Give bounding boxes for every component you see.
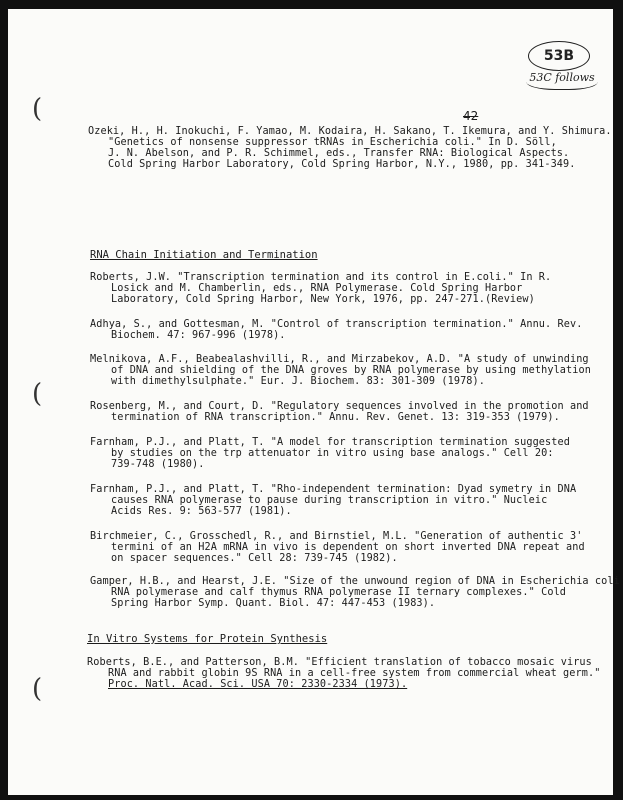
reference-line: "Genetics of nonsense suppressor tRNAs in Escherichia coli." In D. Söll, (108, 137, 557, 148)
section-heading: RNA Chain Initiation and Termination (90, 249, 318, 261)
reference-line: termination of RNA transcription." Annu. Rev. Genet. 13: 319-353 (1979). (111, 412, 560, 423)
reference-line: Laboratory, Cold Spring Harbor, New York, 1976, pp. 247-271.(Review) (111, 294, 535, 305)
reference-line: Biochem. 47: 967-996 (1978). (111, 330, 286, 341)
reference-line: Roberts, B.E., and Patterson, B.M. "Efficient translation of tobacco mosaic virus (87, 657, 592, 668)
reference-line: Melnikova, A.F., Beabealashvilli, R., and Mirzabekov, A.D. "A study of unwinding (90, 354, 589, 365)
punch-hole-mark: ( (32, 94, 43, 124)
reference-line: by studies on the trp attenuator in vitro using base analogs." Cell 20: (111, 448, 554, 459)
reference-line: RNA and rabbit globin 9S RNA in a cell-free system from commercial wheat germ." (108, 668, 601, 679)
reference-line: Acids Res. 9: 563-577 (1981). (111, 506, 292, 517)
reference-line: causes RNA polymerase to pause during transcription in vitro." Nucleic (111, 495, 548, 506)
reference-line: Cold Spring Harbor Laboratory, Cold Spring Harbor, N.Y., 1980, pp. 341-349. (108, 159, 576, 170)
reference-line: Ozeki, H., H. Inokuchi, F. Yamao, M. Kodaira, H. Sakano, T. Ikemura, and Y. Shimura. (88, 126, 612, 137)
reference-line: J. N. Abelson, and P. R. Schimmel, eds., Transfer RNA: Biological Aspects. (108, 148, 570, 159)
document-page (8, 9, 620, 795)
page-stamp: 53B (528, 41, 590, 71)
reference-line: of DNA and shielding of the DNA groves by RNA polymerase by using methylation (111, 365, 591, 376)
reference-line: termini of an H2A mRNA in vivo is dependent on short inverted DNA repeat and (111, 542, 585, 553)
reference-line: Farnham, P.J., and Platt, T. "Rho-independent termination: Dyad symetry in DNA (90, 484, 577, 495)
reference-line: Rosenberg, M., and Court, D. "Regulatory sequences involved in the promotion and (90, 401, 589, 412)
reference-line: on spacer sequences." Cell 28: 739-745 (1982). (111, 553, 398, 564)
handwritten-note: 53C follows (526, 69, 598, 90)
reference-line: Proc. Natl. Acad. Sci. USA 70: 2330-2334 (1973). (108, 679, 408, 690)
reference-line: Roberts, J.W. "Transcription termination and its control in E.coli." In R. (90, 272, 552, 283)
reference-line: Losick and M. Chamberlin, eds., RNA Polymerase. Cold Spring Harbor (111, 283, 523, 294)
reference-line: RNA polymerase and calf thymus RNA polymerase II ternary complexes." Cold (111, 587, 567, 598)
reference-line: Adhya, S., and Gottesman, M. "Control of transcription termination." Annu. Rev. (90, 319, 583, 330)
section-heading: In Vitro Systems for Protein Synthesis (87, 633, 328, 645)
reference-line: Farnham, P.J., and Platt, T. "A model for transcription termination suggested (90, 437, 570, 448)
punch-hole-mark: ( (32, 379, 43, 409)
punch-hole-mark: ( (32, 674, 43, 704)
page-number: 42 (463, 109, 479, 123)
reference-line: Gamper, H.B., and Hearst, J.E. "Size of the unwound region of DNA in Escherichia coli (90, 576, 620, 587)
reference-line: Spring Harbor Symp. Quant. Biol. 47: 447-453 (1983). (111, 598, 436, 609)
reference-line: with dimethylsulphate." Eur. J. Biochem. 83: 301-309 (1978). (111, 376, 486, 387)
reference-line: 739-748 (1980). (111, 459, 205, 470)
reference-line: Birchmeier, C., Grosschedl, R., and Birnstiel, M.L. "Generation of authentic 3' (90, 531, 583, 542)
